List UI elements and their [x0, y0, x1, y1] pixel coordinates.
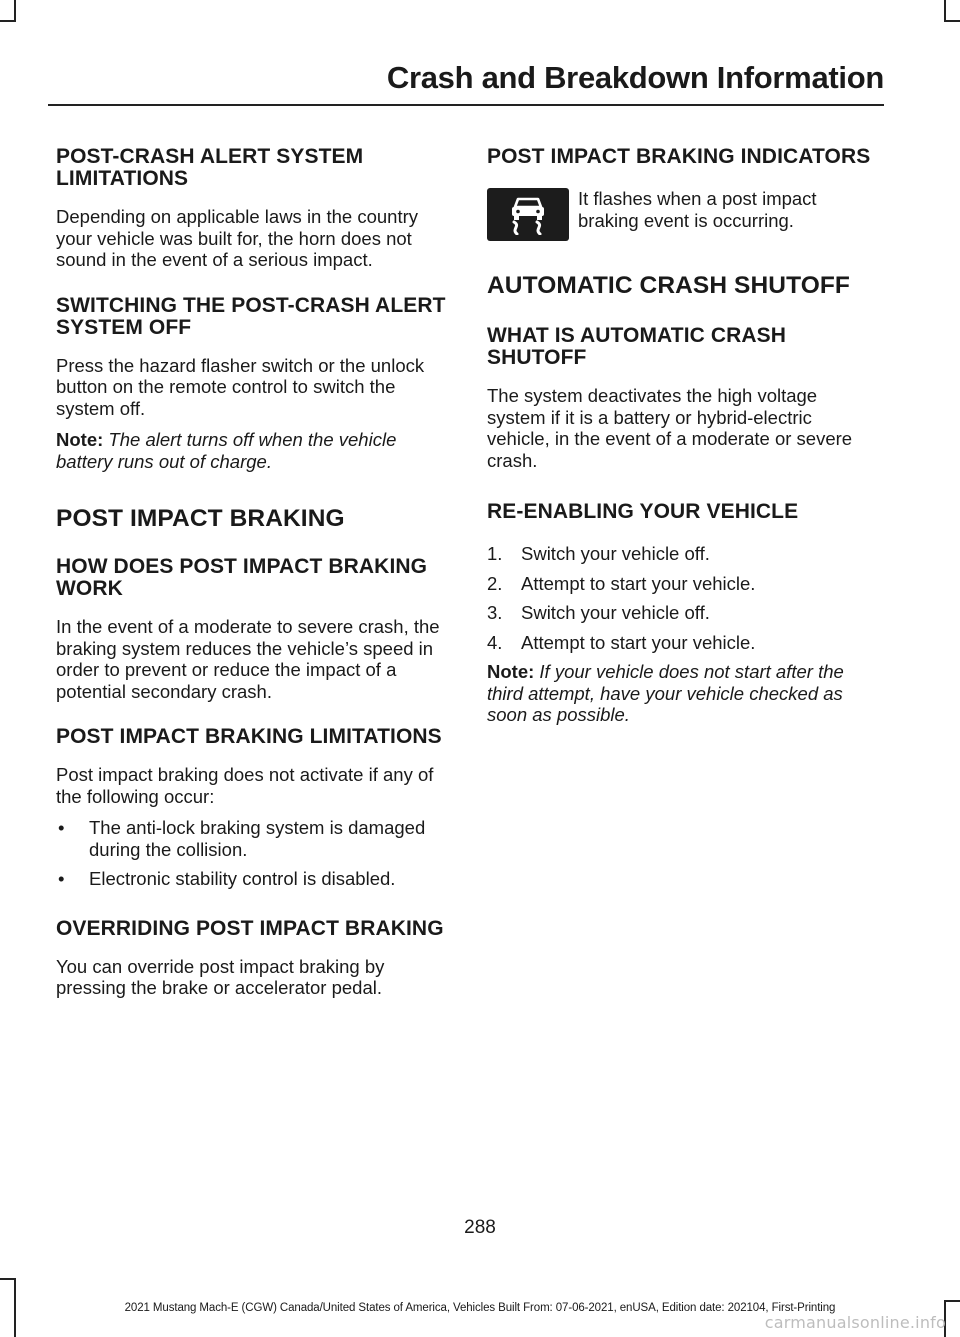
re-enabling-steps: [487, 543, 879, 653]
note-label: Note:: [487, 661, 535, 682]
crop-mark: [14, 0, 16, 22]
watermark: carmanualsonline.info: [764, 1313, 946, 1332]
crop-mark: [0, 1278, 16, 1280]
heading-re-enabling-your-vehicle: RE-ENABLING YOUR VEHICLE: [487, 500, 799, 523]
header-divider: [48, 104, 884, 106]
step-number: 4.: [487, 631, 503, 653]
step-text: Switch your vehicle off.: [521, 543, 710, 564]
page-header-title: Crash and Breakdown Information: [386, 60, 884, 95]
indicator-row: [487, 188, 879, 241]
crop-mark: [944, 20, 960, 22]
note-text: If your vehicle does not start after the third attempt, have your vehicle checked as soon as possible.: [487, 661, 844, 725]
crop-mark: [944, 0, 946, 22]
crop-mark: [0, 20, 16, 22]
step-number: 1.: [487, 543, 503, 564]
list-item: [487, 632, 879, 654]
step-text: Attempt to start your vehicle.: [521, 631, 756, 653]
list-item: [487, 602, 879, 624]
list-item: [487, 573, 879, 595]
heading-how-post-impact-braking-works: HOW DOES POST IMPACT BRAKING WORK: [56, 555, 428, 600]
note-text: The alert turns off when the vehicle battery runs out of charge.: [56, 429, 397, 472]
heading-post-impact-braking: POST IMPACT BRAKING: [56, 505, 345, 532]
body-post-crash-alert-limitations: Depending on applicable laws in the country your vehicle was built for, the horn does not sound in the event of a serious impact.: [56, 206, 419, 270]
body-overriding-post-impact-braking: You can override post impact braking by pressing the brake or accelerator pedal.: [56, 955, 385, 998]
body-switching-alert-off: Press the hazard flasher switch or the unlock button on the remote control to switch the system off.: [56, 354, 425, 419]
step-number: 2.: [487, 572, 503, 594]
step-text: Attempt to start your vehicle.: [521, 572, 756, 594]
bullet-marker: •: [58, 817, 65, 838]
list-item-text: Electronic stability control is disabled.: [89, 868, 396, 889]
list-item: [487, 543, 879, 565]
heading-post-impact-braking-indicators: POST IMPACT BRAKING INDICATORS: [487, 145, 871, 168]
list-item-text: The anti-lock braking system is damaged during the collision.: [89, 817, 426, 860]
skidding-car-icon-graphic: [505, 195, 551, 235]
heading-post-crash-alert-limitations: POST-CRASH ALERT SYSTEM LIMITATIONS: [56, 145, 364, 190]
right-column: [487, 146, 879, 756]
note-alert-off: [56, 429, 448, 472]
skidding-car-icon: [487, 188, 569, 241]
heading-switching-alert-off: SWITCHING THE POST-CRASH ALERT SYSTEM OFF: [56, 293, 446, 339]
page-number: 288: [464, 1217, 496, 1238]
body-post-impact-braking-limitations: Post impact braking does not activate if any of the following occur:: [56, 764, 434, 807]
heading-what-is-automatic-crash-shutoff: WHAT IS AUTOMATIC CRASH SHUTOFF: [487, 324, 786, 369]
heading-overriding-post-impact-braking: OVERRIDING POST IMPACT BRAKING: [56, 916, 444, 940]
left-column: [56, 146, 448, 1019]
body-how-post-impact-braking-works: In the event of a moderate to severe crash, the braking system reduces the vehicle’s speed in order to prevent or reduce the impact of a potential secondary crash.: [56, 616, 440, 702]
step-number: 3.: [487, 602, 503, 623]
list-item: [56, 868, 448, 890]
step-text: Switch your vehicle off.: [521, 602, 710, 623]
limitations-list: [56, 817, 448, 890]
note-label: Note:: [56, 429, 104, 450]
bullet-marker: •: [58, 868, 65, 889]
note-re-enabling: [487, 661, 879, 726]
heading-post-impact-braking-limitations: POST IMPACT BRAKING LIMITATIONS: [56, 725, 442, 748]
indicator-description: It flashes when a post impact braking event is occurring.: [578, 188, 817, 231]
list-item: [56, 817, 448, 860]
body-what-is-automatic-crash-shutoff: The system deactivates the high voltage system if it is a battery or hybrid-electric vehicle, in the event of a moderate or severe crash.: [487, 385, 853, 471]
page-footer: 2021 Mustang Mach-E (CGW) Canada/United States of America, Vehicles Built From: 07-06-2021, enUSA, Edition date: 202104, First-Printing: [124, 1302, 836, 1314]
heading-automatic-crash-shutoff: AUTOMATIC CRASH SHUTOFF: [487, 272, 850, 299]
